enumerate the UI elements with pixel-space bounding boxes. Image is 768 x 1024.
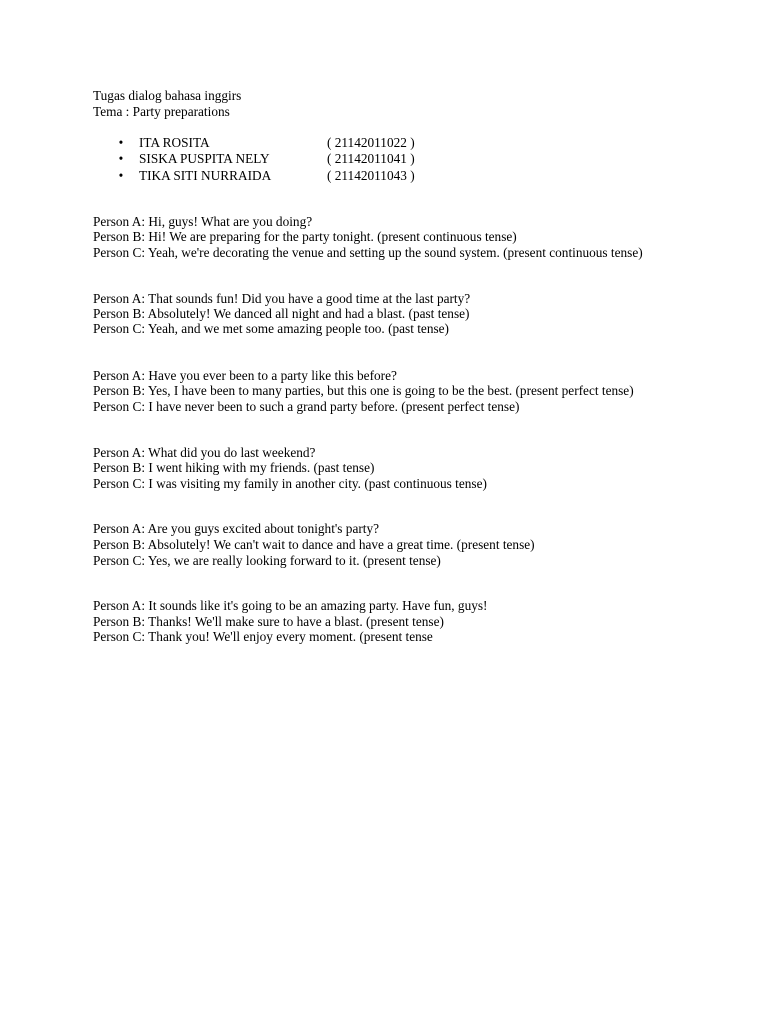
member-id: ( 21142011041 ) [327,151,415,166]
dialog-line: Person A: That sounds fun! Did you have a good time at the last party? [93,291,471,306]
dialog-line: Person A: What did you do last weekend? [93,445,316,460]
document-title: Tugas dialog bahasa inggirs [93,88,242,103]
dialog-line: Person C: I was visiting my family in another city. (past continuous tense) [93,476,487,491]
dialog-line: Person B: Hi! We are preparing for the party tonight. (present continuous tense) [93,229,517,244]
member-list-item [116,151,536,166]
bullet-icon: • [118,168,124,183]
member-name: TIKA SITI NURRAIDA [139,168,272,183]
member-id: ( 21142011022 ) [327,135,415,150]
dialog-line: Person C: Yeah, and we met some amazing people too. (past tense) [93,321,449,336]
dialog-line: Person B: Absolutely! We danced all night and had a blast. (past tense) [93,306,470,321]
dialog-line: Person B: Absolutely! We can't wait to dance and have a great time. (present tense) [93,537,535,552]
member-list-item [116,135,536,150]
dialog-line: Person A: Have you ever been to a party like this before? [93,368,397,383]
dialog-line: Person B: Thanks! We'll make sure to have a blast. (present tense) [93,614,444,629]
member-name: ITA ROSITA [139,135,210,150]
dialog-line: Person A: It sounds like it's going to be an amazing party. Have fun, guys! [93,598,488,613]
member-id: ( 21142011043 ) [327,168,415,183]
dialog-line: Person C: Yes, we are really looking forward to it. (present tense) [93,553,441,568]
bullet-icon: • [118,151,124,166]
dialog-line: Person C: I have never been to such a grand party before. (present perfect tense) [93,399,520,414]
member-list-item [116,168,536,183]
document-theme: Tema : Party preparations [93,104,230,119]
dialog-line: Person B: Yes, I have been to many parties, but this one is going to be the best. (present perfect tense) [93,383,634,398]
member-name: SISKA PUSPITA NELY [139,151,270,166]
dialog-line: Person A: Are you guys excited about tonight's party? [93,521,380,536]
dialog-line: Person C: Yeah, we're decorating the venue and setting up the sound system. (present continuous tense) [93,245,643,260]
bullet-icon: • [118,135,124,150]
dialog-line: Person B: I went hiking with my friends. (past tense) [93,460,375,475]
dialog-line: Person A: Hi, guys! What are you doing? [93,214,313,229]
dialog-line: Person C: Thank you! We'll enjoy every moment. (present tense [93,629,433,644]
